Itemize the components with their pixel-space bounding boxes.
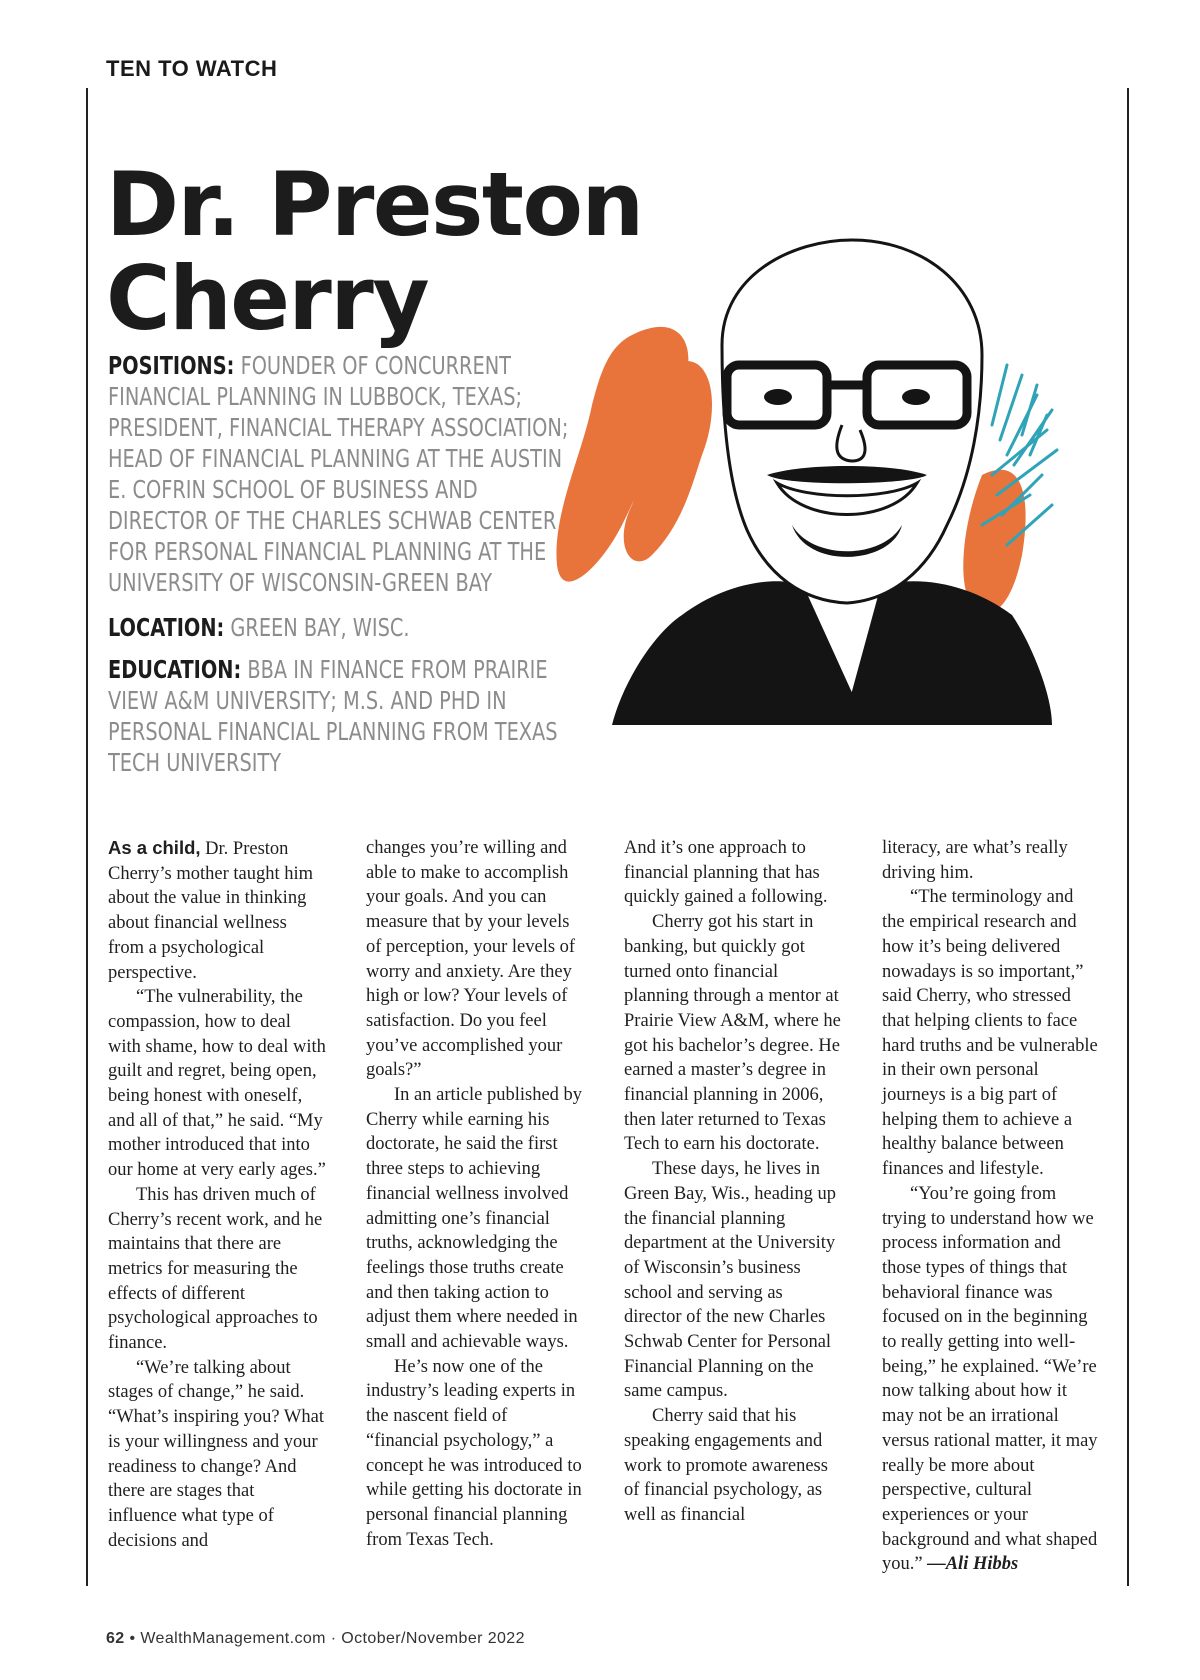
page-footer [106,1630,525,1648]
title-line-1: Dr. Preston [106,153,643,256]
page-number: 62 [106,1630,125,1647]
byline: —Ali Hibbs [927,1554,1019,1575]
article-column-2 [366,836,584,1552]
article-column-1 [108,836,326,1553]
positions-text: FOUNDER OF CONCURRENT FINANCIAL PLANNING IN LUBBOCK, TEXAS; PRESIDENT, FINANCIAL THERAPY ASSOCIATION; HEAD OF FINANCIAL PLANNING AT THE AUSTIN E. COFRIN SCHOOL OF BUSINESS AND DIRECTOR OF THE CHARLES SCHWAB CENTER FOR PERSONAL FINANCIAL PLANNING AT THE UNIVERSITY OF WISCONSIN-GREEN BAY [108,351,569,597]
left-rule [86,88,88,1586]
publication-info: WealthManagement.com · October/November 2022 [140,1630,525,1647]
location-block [108,612,572,643]
footer-bullet: • [124,1630,141,1647]
paragraph: Cherry said that his speaking engagements and work to promote awareness of financial psychology, as well as financial [624,1406,828,1525]
paragraph: changes you’re willing and able to make to accomplish your goals. And you can measure that by your levels of perception, your levels of worry and anxiety. Are they high or low? Your levels of satisfaction. Do you feel you’ve accomplished your goals?” [366,838,576,1081]
paragraph: literacy, are what’s really driving him. [882,838,1068,883]
positions-block [108,350,572,598]
paragraph-text: Dr. Preston Cherry’s mother taught him about the value in thinking about financial wellness from a psychological perspective. [108,839,314,983]
paragraph: In an article published by Cherry while earning his doctorate, he said the first three steps to achieving financial wellness involved admitting one’s financial truths, acknowledging the feelings those truths create and then taking action to adjust them where needed in small and achievable ways. [366,1085,583,1353]
paragraph: These days, he lives in Green Bay, Wis., heading up the financial planning department at the University of Wisconsin’s business school and serving as director of the new Charles Schwab Center for Personal Financial Planning on the same campus. [624,1159,836,1402]
right-rule [1127,88,1129,1586]
location-label: LOCATION: [108,613,225,642]
left-eye [764,389,792,405]
section-label: TEN TO WATCH [106,56,278,81]
education-block [108,654,564,778]
paragraph: Cherry got his start in banking, but quickly got turned onto financial planning through a mentor at Prairie View A&M, where he got his bachelor’s degree. He earned a master’s degree in financial planning in 2006, then later returned to Texas Tech to earn his doctorate. [624,912,841,1155]
paragraph: “We’re talking about stages of change,” he said. “What’s inspiring you? What is your willingness and your readiness to change? And there are stages that influence what type of decisions and [108,1357,324,1551]
paragraph [882,1182,1100,1577]
article-column-4 [882,836,1100,1577]
paragraph: “The terminology and the empirical research and how it’s being delivered nowadays is so important,” said Cherry, who stressed that helping clients to face hard truths and be vulnerable in their own personal journeys is a big part of helping them to achieve a healthy balance between finances and lifestyle. [882,887,1098,1180]
lead-in: As a child, [108,837,201,858]
education-label: EDUCATION: [108,655,242,684]
location-text: GREEN BAY, WISC. [230,613,410,642]
title-line-2: Cherry [106,247,429,350]
paragraph: This has driven much of Cherry’s recent work, and he maintains that there are metrics for measuring the effects of different psychological approaches to finance. [108,1184,323,1354]
orange-brush-right [963,470,1025,613]
education-text: BBA IN FINANCE FROM PRAIRIE VIEW A&M UNIVERSITY; M.S. AND PHD IN PERSONAL FINANCIAL PLANNING FROM TEXAS TECH UNIVERSITY [108,655,558,777]
right-eye [902,389,930,405]
paragraph [108,836,326,985]
paragraph: He’s now one of the industry’s leading experts in the nascent field of “financial psychology,” a concept he was introduced to while getting his doctorate in personal financial planning from Texas Tech. [366,1356,582,1550]
positions-label: POSITIONS: [108,351,235,380]
paragraph: “The vulnerability, the compassion, how to deal with shame, how to deal with guilt and regret, being open, being honest with oneself, and all of that,” he said. “My mother introduced that into our home at very early ages.” [108,987,326,1181]
portrait-illustration [552,225,1112,785]
paragraph-text: “You’re going from trying to understand how we process information and those types of things that behavioral finance was focused on in the beginning to really getting into well-being,” he explained. “We’re now talking about how it may not be an irrational versus rational matter, it may really be more about perspective, cultural experiences or your background and what shaped you.” [882,1183,1098,1575]
article-column-3 [624,836,842,1528]
paragraph: And it’s one approach to financial planning that has quickly gained a following. [624,838,828,908]
